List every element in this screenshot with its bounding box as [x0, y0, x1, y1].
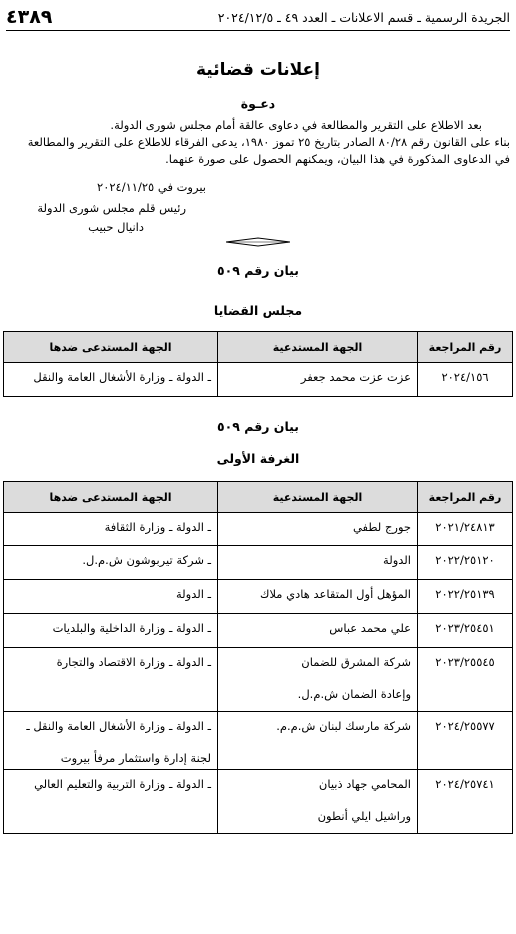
ref-text: ٢٠٢٤/١٥٦ [441, 370, 489, 384]
notice-line-1: بعد الاطلاع على التقرير والمطالعة في دعاوى عالقة أمام مجلس شورى الدولة. [110, 118, 482, 132]
applicant-text: جورج لطفي [352, 520, 411, 534]
section-title: إعلانات قضائية [195, 60, 320, 80]
header-respondent: الجهة المستدعى ضدها [4, 482, 218, 513]
statement-2-body: الغرفة الأولى [216, 451, 300, 466]
applicant-text: شركة مارسك لبنان ش.م.م. [276, 719, 411, 733]
ref-cell [418, 648, 513, 712]
ref-text: ٢٠٢٢/٢٥١٢٠ [435, 553, 495, 567]
ref-cell [418, 770, 513, 834]
ref-text: ٢٠٢١/٢٤٨١٣ [435, 520, 495, 534]
notice-heading: دعـوة [240, 96, 276, 111]
applicant-text: وراشيل ايلي أنطون [317, 809, 411, 823]
respondent-cell [4, 614, 218, 648]
respondent-text: لجنة إدارة واستثمار مرفأ بيروت [60, 751, 211, 765]
table-row [4, 614, 513, 648]
applicant-cell [218, 546, 418, 580]
statement-2-number: بيان رقم ٥٠٩ [217, 419, 299, 434]
applicant-cell [218, 712, 418, 770]
applicant-cell [218, 770, 418, 834]
page-number: ٤٣٨٩ [6, 6, 53, 28]
table-row [4, 546, 513, 580]
table-row [4, 513, 513, 546]
table-row [4, 770, 513, 834]
notice-line-2: بناء على القانون رقم ٨٠/٢٨ الصادر بتاريخ ٢٥ تموز ١٩٨٠، يدعى الفرقاء للاطلاع على التقرير والمطالعة [27, 135, 510, 149]
page-header [6, 6, 510, 31]
header-ref: رقم المراجعة [418, 482, 513, 513]
ref-cell [418, 580, 513, 614]
respondent-cell [4, 580, 218, 614]
respondent-cell [4, 770, 218, 834]
applicant-cell [218, 513, 418, 546]
statement-2-table [3, 481, 513, 834]
header-applicant: الجهة المستدعية [218, 482, 418, 513]
applicant-text: المؤهل أول المتقاعد هادي ملاك [259, 587, 411, 601]
table-row [4, 363, 513, 397]
header-ref: رقم المراجعة [418, 332, 513, 363]
respondent-cell [4, 712, 218, 770]
applicant-text: شركة المشرق للضمان [301, 655, 411, 669]
ref-text: ٢٠٢٤/٢٥٧٤١ [435, 777, 495, 791]
ref-text: ٢٠٢٣/٢٥٤٥١ [435, 621, 495, 635]
respondent-text: ـ الدولة ـ وزارة التربية والتعليم العالي [34, 777, 211, 791]
ref-cell [418, 363, 513, 397]
ref-cell [418, 712, 513, 770]
respondent-text: ـ الدولة [176, 587, 211, 601]
place-date: بيروت في ٢٠٢٤/١١/٢٥ [97, 180, 206, 194]
applicant-text: وإعادة الضمان ش.م.ل. [297, 687, 411, 701]
ref-cell [418, 513, 513, 546]
respondent-text: ـ الدولة ـ وزارة الثقافة [104, 520, 211, 534]
statement-1-number: بيان رقم ٥٠٩ [217, 263, 299, 278]
signer-title: رئيس قلم مجلس شورى الدولة [37, 201, 186, 215]
table-row [4, 580, 513, 614]
header-respondent: الجهة المستدعى ضدها [4, 332, 218, 363]
respondent-cell [4, 513, 218, 546]
ref-text: ٢٠٢٤/٢٥٥٧٧ [435, 719, 495, 733]
applicant-text: المحامي جهاد ذبيان [318, 777, 411, 791]
statement-1-table [3, 331, 513, 397]
table-header-row [4, 482, 513, 513]
table-row [4, 712, 513, 770]
respondent-cell [4, 648, 218, 712]
respondent-text: ـ شركة تيربوشون ش.م.ل. [82, 553, 211, 567]
respondent-text: ـ الدولة ـ وزارة الداخلية والبلديات [52, 621, 211, 635]
applicant-cell [218, 580, 418, 614]
ref-cell [418, 614, 513, 648]
ornament-divider [226, 237, 290, 247]
ref-text: ٢٠٢٢/٢٥١٣٩ [435, 587, 495, 601]
table-header-row [4, 332, 513, 363]
respondent-text: ـ الدولة ـ وزارة الأشغال العامة والنقل [33, 370, 211, 384]
respondent-cell [4, 363, 218, 397]
respondent-cell [4, 546, 218, 580]
gazette-title: الجريدة الرسمية ـ قسم الاعلانات ـ العدد ٤٩ ـ ٢٠٢٤/١٢/٥ [217, 10, 510, 25]
applicant-cell [218, 614, 418, 648]
ref-cell [418, 546, 513, 580]
header-applicant: الجهة المستدعية [218, 332, 418, 363]
statement-1-body: مجلس القضايا [213, 303, 303, 318]
applicant-cell [218, 363, 418, 397]
signer-name: دانيال حبيب [88, 220, 144, 234]
applicant-text: علي محمد عباس [329, 621, 411, 635]
respondent-text: ـ الدولة ـ وزارة الاقتصاد والتجارة [56, 655, 211, 669]
notice-line-3: في الدعاوى المذكورة في هذا البيان، ويمكنهم الحصول على صورة عنهما. [165, 152, 510, 166]
respondent-text: ـ الدولة ـ وزارة الأشغال العامة والنقل ـ [26, 719, 211, 733]
ref-text: ٢٠٢٣/٢٥٥٤٥ [435, 655, 495, 669]
applicant-text: الدولة [383, 553, 411, 567]
table-row [4, 648, 513, 712]
notice-paragraph [6, 117, 510, 168]
applicant-text: عزت عزت محمد جعفر [300, 370, 411, 384]
applicant-cell [218, 648, 418, 712]
